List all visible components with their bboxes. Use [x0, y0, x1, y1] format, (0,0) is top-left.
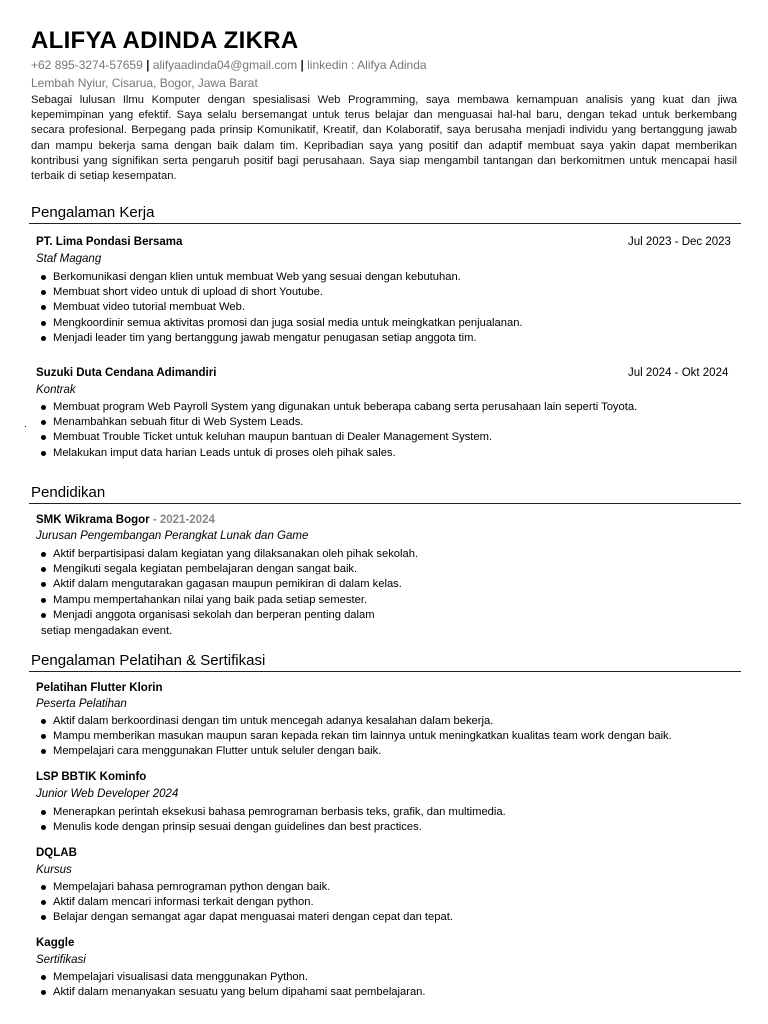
school-name: [36, 514, 215, 526]
school-period: - 2021-2024: [152, 514, 215, 526]
linkedin-handle: linkedin : Alifya Adinda: [307, 58, 427, 72]
list-item: Belajar dengan semangat agar dapat menguasai materi dengan cepat dan tepat.: [36, 910, 453, 925]
list-item: Membuat Trouble Ticket untuk keluhan maupun bantuan di Dealer Management System.: [36, 430, 637, 445]
training-org: Kaggle: [36, 937, 75, 949]
job-date: Jul 2024 - Okt 2024: [628, 367, 729, 379]
list-item: Aktif dalam menanyakan sesuatu yang belum dipahami saat pembelajaran.: [36, 985, 426, 1000]
section-divider: [29, 223, 741, 224]
job-date: Jul 2023 - Dec 2023: [628, 236, 731, 248]
list-item: Melakukan imput data harian Leads untuk di proses oleh pihak sales.: [36, 446, 637, 461]
list-item: Mengikuti segala kegiatan pembelajaran dengan sangat baik.: [36, 562, 418, 577]
school-major: Jurusan Pengembangan Perangkat Lunak dan Game: [36, 530, 309, 542]
list-item: Membuat video tutorial membuat Web.: [36, 300, 523, 315]
school-name-text: SMK Wikrama Bogor: [36, 514, 150, 526]
training-role: Kursus: [36, 864, 72, 876]
job-bullet-list: [36, 400, 637, 461]
stray-dot: .: [24, 419, 27, 430]
section-title-training: Pengalaman Pelatihan & Sertifikasi: [31, 652, 266, 669]
list-item: Menambahkan sebuah fitur di Web System Leads.: [36, 415, 637, 430]
list-item: Menjadi leader tim yang bertanggung jawab mengatur penugasan setiap anggota tim.: [36, 331, 523, 346]
list-item: Mempelajari visualisasi data menggunakan Python.: [36, 970, 426, 985]
section-divider: [29, 671, 741, 672]
contact-separator: |: [300, 58, 304, 72]
list-item: Mampu mempertahankan nilai yang baik pada setiap semester.: [36, 593, 418, 608]
education-bullet-list: [36, 547, 418, 623]
address: Lembah Nyiur, Cisarua, Bogor, Jawa Barat: [31, 76, 258, 90]
resume-name: ALIFYA ADINDA ZIKRA: [31, 27, 299, 54]
job-bullet-list: [36, 270, 523, 346]
list-item: Aktif dalam berkoordinasi dengan tim untuk mencegah adanya kesalahan dalam bekerja.: [36, 714, 672, 729]
profile-summary: Sebagai lulusan Ilmu Komputer dengan spesialisasi Web Programming, saya membawa kemampuan analisis yang kuat dan jiwa kepemimpinan yang efektif. Saya selalu bersemangat untuk terus belajar dan menguasai hal-hal baru, dengan tekad untuk berkembang secara profesional. Berpegang pada prinsip Komunikatif, Kreatif, dan Kolaboratif, saya berusaha menjadi individu yang bertanggung jawab dan mampu bekerja sama dengan baik dalam tim. Kepribadian saya yang positif dan adaptif membuat saya yakin dapat memberikan kontribusi yang signifikan serta pengaruh positif bagi perusahaan. Saya siap mengambil tantangan dan berkomitmen untuk mencapai hasil terbaik di setiap kesempatan.: [31, 94, 737, 183]
section-divider: [29, 503, 741, 504]
training-role: Peserta Pelatihan: [36, 698, 127, 710]
contact-separator: |: [146, 58, 150, 72]
list-item: Menulis kode dengan prinsip sesuai dengan guidelines dan best practices.: [36, 820, 506, 835]
job-role: Kontrak: [36, 384, 76, 396]
job-company: Suzuki Duta Cendana Adimandiri: [36, 367, 217, 379]
contact-line: [31, 58, 427, 72]
list-item: Menjadi anggota organisasi sekolah dan berperan penting dalam: [36, 608, 418, 623]
list-item: Menerapkan perintah eksekusi bahasa pemrograman berbasis teks, grafik, dan multimedia.: [36, 805, 506, 820]
job-company: PT. Lima Pondasi Bersama: [36, 236, 183, 248]
list-item: Membuat program Web Payroll System yang digunakan untuk beberapa cabang serta perusahaan lain seperti Toyota.: [36, 400, 637, 415]
email-address: alifyaadinda04@gmail.com: [152, 58, 298, 72]
list-item: Berkomunikasi dengan klien untuk membuat Web yang sesuai dengan kebutuhan.: [36, 270, 523, 285]
list-item: Mempelajari cara menggunakan Flutter untuk seluler dengan baik.: [36, 744, 672, 759]
section-title-experience: Pengalaman Kerja: [31, 204, 155, 221]
training-role: Sertifikasi: [36, 954, 86, 966]
section-title-education: Pendidikan: [31, 484, 106, 501]
training-org: Pelatihan Flutter Klorin: [36, 682, 163, 694]
list-item-continuation: setiap mengadakan event.: [41, 625, 173, 637]
list-item: Membuat short video untuk di upload di short Youtube.: [36, 285, 523, 300]
list-item: Aktif dalam mengutarakan gagasan maupun pemikiran di dalam kelas.: [36, 577, 418, 592]
training-bullet-list: [36, 805, 506, 835]
training-bullet-list: [36, 880, 453, 926]
list-item: Mampu memberikan masukan maupun saran kepada rekan tim lainnya untuk meningkatkan kualitas team work dengan baik.: [36, 729, 672, 744]
job-role: Staf Magang: [36, 253, 102, 265]
list-item: Mempelajari bahasa pemrograman python dengan baik.: [36, 880, 453, 895]
training-org: DQLAB: [36, 847, 77, 859]
training-org: LSP BBTIK Kominfo: [36, 771, 147, 783]
list-item: Mengkoordinir semua aktivitas promosi dan juga sosial media untuk meingkatkan penjualanan.: [36, 316, 523, 331]
training-role: Junior Web Developer 2024: [36, 788, 179, 800]
list-item: Aktif berpartisipasi dalam kegiatan yang dilaksanakan oleh pihak sekolah.: [36, 547, 418, 562]
phone-number: +62 895-3274-57659: [31, 58, 143, 72]
training-bullet-list: [36, 714, 672, 760]
training-bullet-list: [36, 970, 426, 1000]
list-item: Aktif dalam mencari informasi terkait dengan python.: [36, 895, 453, 910]
